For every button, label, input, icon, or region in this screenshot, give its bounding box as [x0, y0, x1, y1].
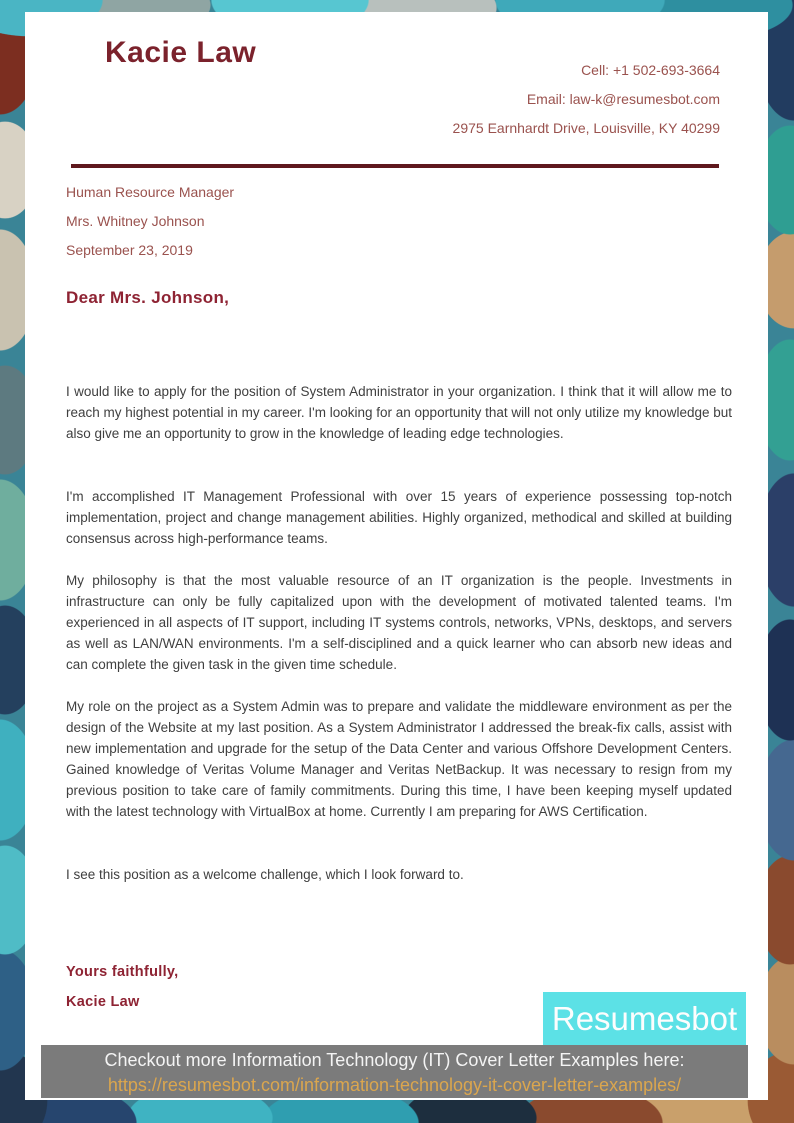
valediction: Yours faithfully, — [66, 964, 179, 980]
contact-address: 2975 Earnhardt Drive, Louisville, KY 40299 — [452, 120, 720, 136]
footer-banner — [41, 1045, 748, 1098]
body-paragraph-4: My role on the project as a System Admin was to prepare and validate the middleware environment as per the design of the Website at my last position. As a System Administrator I addressed the break-fix calls, assist with new implementation and upgrade for the setup of the Data Center and various Offshore Development Centers. Gained knowledge of Veritas Volume Manager and Veritas NetBackup. It was necessary to resign from my previous position to take care of family commitments. During this time, I have been keeping myself updated with the latest technology with VirtualBox at home. Currently I am preparing for AWS Certification. — [66, 699, 732, 819]
cover-letter-sheet — [25, 12, 768, 1100]
contact-email: Email: law-k@resumesbot.com — [526, 91, 720, 107]
signature-name: Kacie Law — [66, 994, 140, 1010]
contact-cell: Cell: +1 502-693-3664 — [581, 62, 720, 78]
sender-name: Kacie Law — [105, 36, 257, 69]
letter-date: September 23, 2019 — [66, 242, 193, 258]
salutation: Dear Mrs. Johnson, — [66, 288, 230, 307]
resumesbot-watermark-badge: Resumesbot — [543, 992, 746, 1045]
footer-banner-text: Checkout more Information Technology (IT) Cover Letter Examples here: — [104, 1050, 685, 1070]
body-paragraph-3: My philosophy is that the most valuable resource of an IT organization is the people. Investments in infrastructure can only be fully capitalized upon with the development of motivated talented teams. I'm experienced in all aspects of IT support, including IT systems controls, networks, VPNs, desktops, and servers as well as LAN/WAN environments. I'm a self-disciplined and a quick learner who can absorb new ideas and can complete the given task in the given time schedule. — [66, 573, 732, 672]
header-divider-line — [71, 164, 719, 168]
recipient-name: Mrs. Whitney Johnson — [66, 213, 205, 229]
contact-block — [453, 56, 720, 143]
recipient-title: Human Resource Manager — [66, 184, 235, 200]
footer-examples-link[interactable]: https://resumesbot.com/information-technology-it-cover-letter-examples/ — [107, 1075, 682, 1095]
body-paragraph-2: I'm accomplished IT Management Professional with over 15 years of experience possessing top-notch implementation, project and change management abilities. Highly organized, methodical and skilled at building consensus across high-performance teams. — [66, 489, 732, 546]
body-paragraph-5: I see this position as a welcome challenge, which I look forward to. — [66, 867, 464, 882]
recipient-block — [66, 178, 234, 265]
body-paragraph-1: I would like to apply for the position of System Administrator in your organization. I think that it will allow me to reach my highest potential in my career. I'm looking for an opportunity that will not only utilize my knowledge but also give me an opportunity to grow in the knowledge of leading edge technologies. — [66, 384, 732, 441]
